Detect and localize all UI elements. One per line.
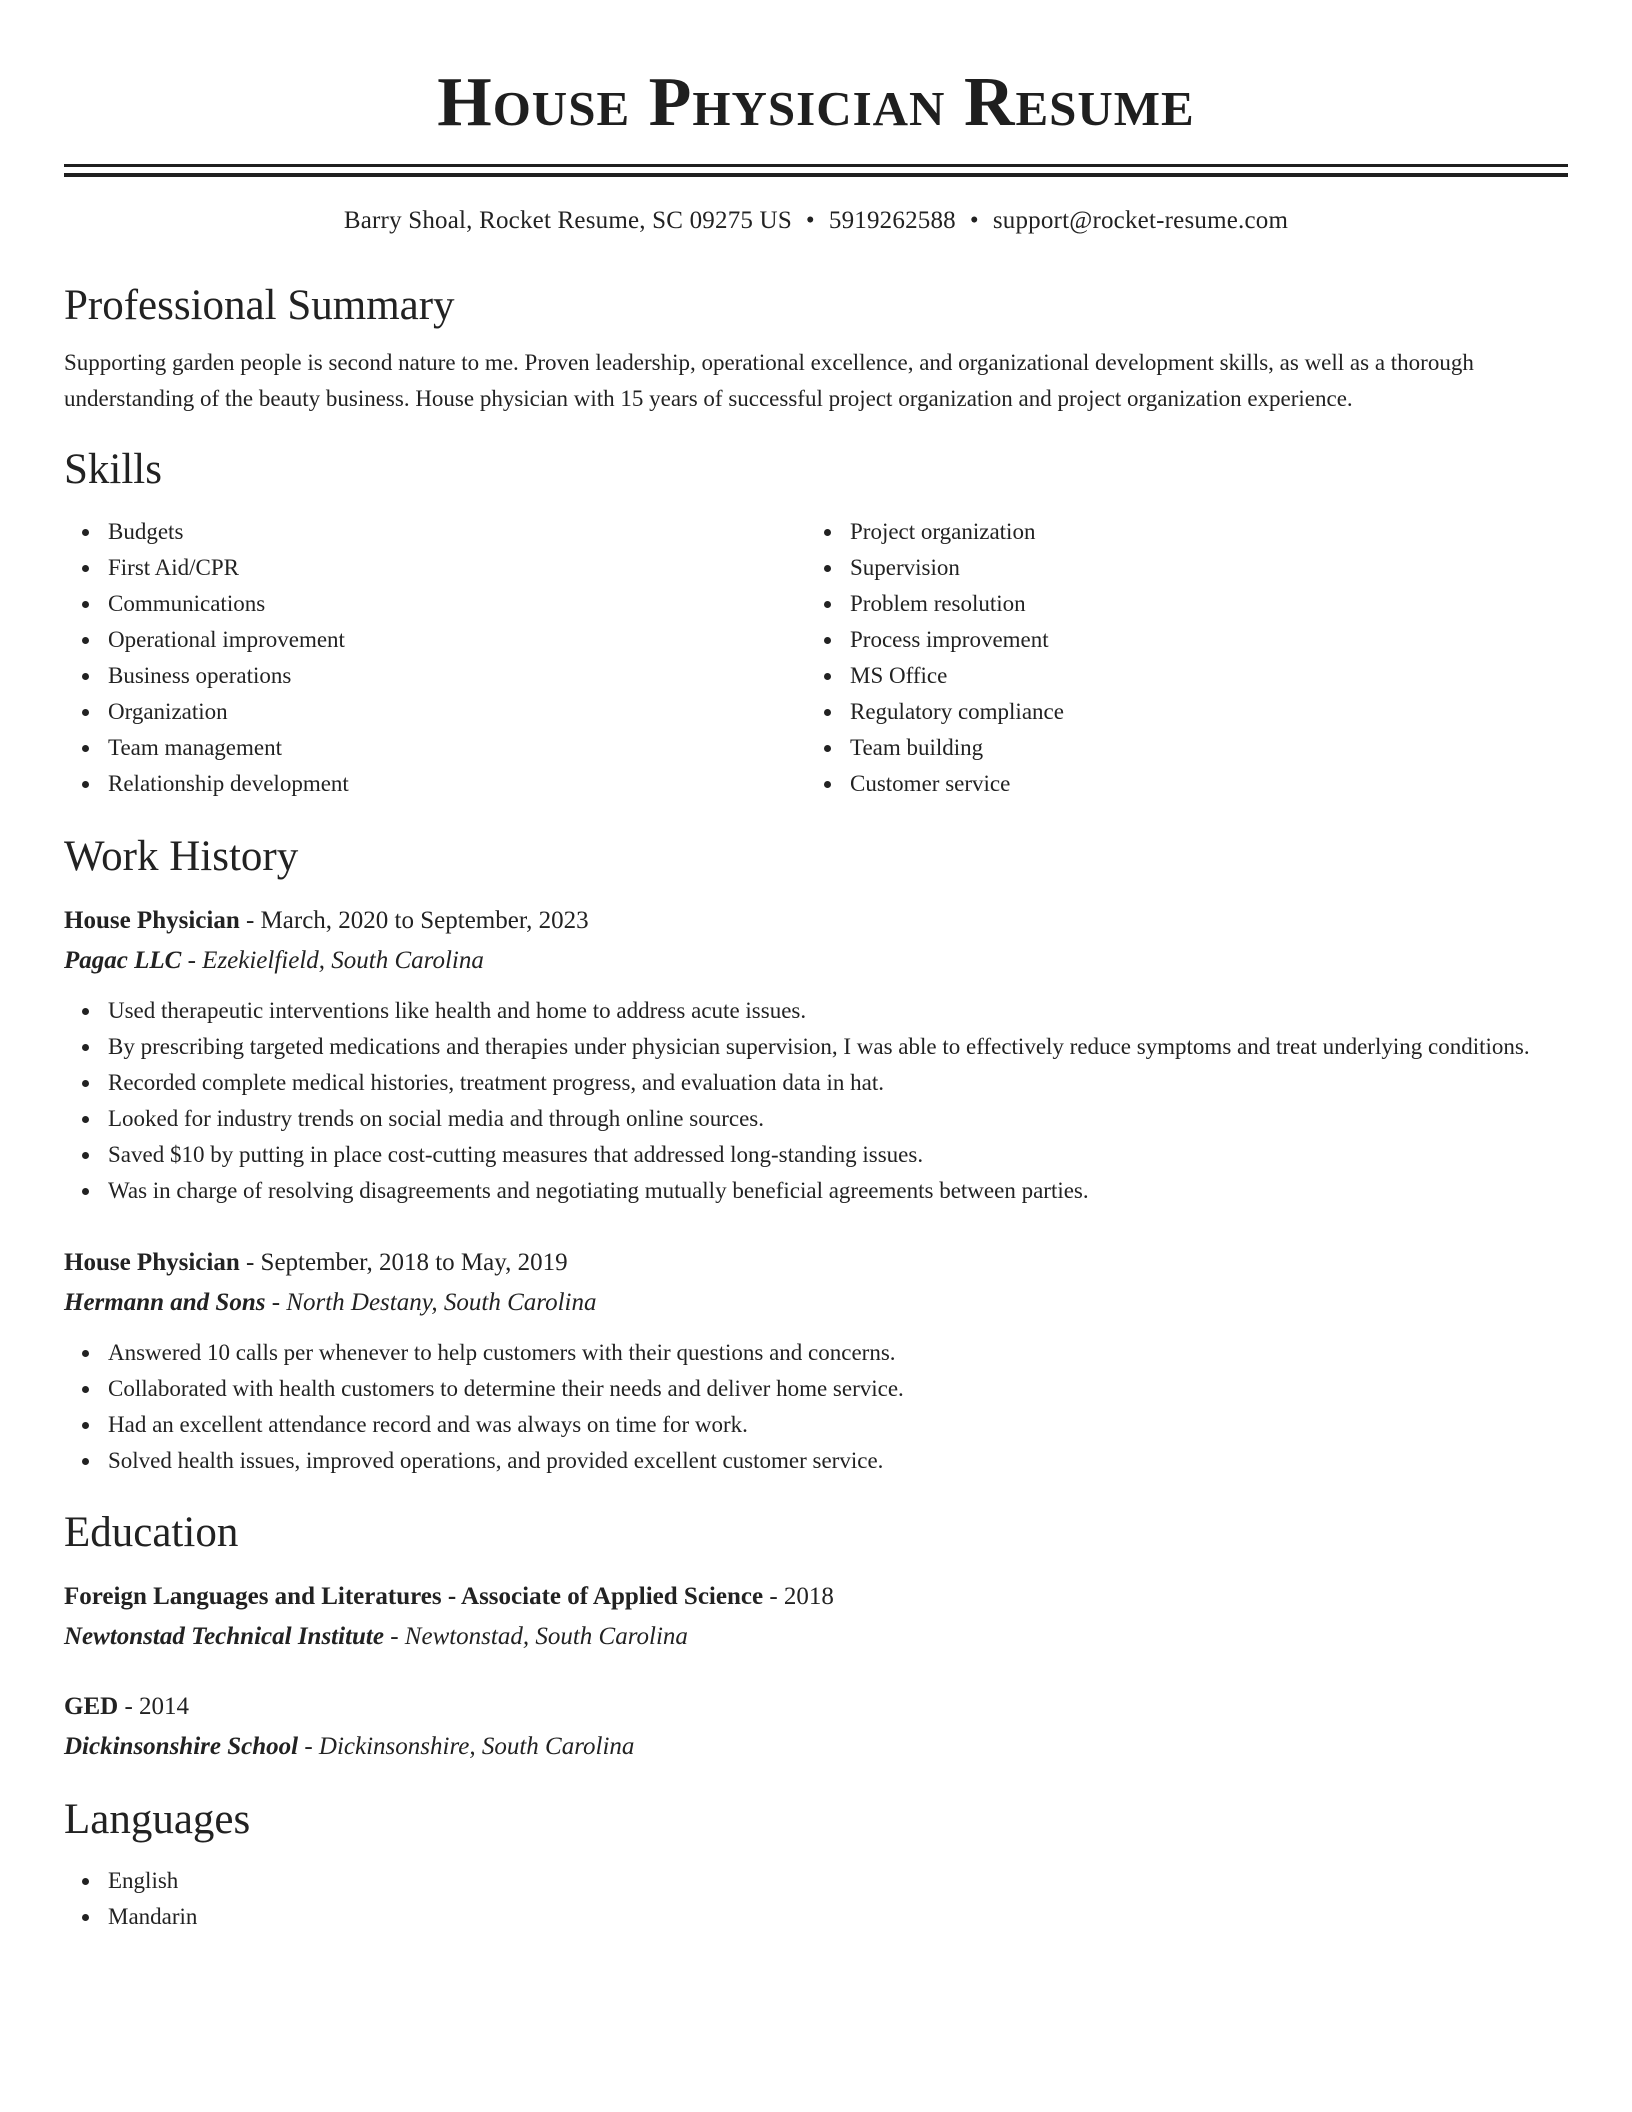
job-title: House Physician: [64, 1249, 240, 1276]
job-company: Pagac LLC: [64, 947, 182, 974]
job-title-line: [64, 1243, 1568, 1283]
job-dates: - March, 2020 to September, 2023: [239, 907, 589, 934]
contact-line: [64, 203, 1568, 239]
education-school: Dickinsonshire School: [64, 1733, 299, 1760]
contact-email: support@rocket-resume.com: [992, 207, 1289, 234]
resume-title: House Physician Resume: [437, 64, 1195, 141]
job-duty: Recorded complete medical histories, treatment progress, and evaluation data in hat.: [108, 1065, 1568, 1101]
languages-list: [64, 1863, 1568, 1935]
summary-text: Supporting garden people is second nature to me. Proven leadership, operational excellence, and organizational development skills, as well as a thorough understanding of the beauty business. House physician with 15 years of successful project organization and project organization experience.: [64, 350, 1474, 411]
skill-item: Budgets: [108, 514, 806, 550]
language-item: English: [108, 1863, 1568, 1899]
education-school-line: [64, 1617, 1568, 1657]
job-company: Hermann and Sons: [64, 1289, 266, 1316]
work-history-heading: Work History: [64, 833, 299, 880]
job-title-line: [64, 901, 1568, 941]
job-dates: - September, 2018 to May, 2019: [239, 1249, 568, 1276]
resume-page: [64, 0, 1568, 1935]
skills-columns: [64, 514, 1568, 802]
skill-item: Operational improvement: [108, 622, 806, 658]
title-divider-bottom: [64, 173, 1568, 177]
education-year: - 2014: [118, 1693, 190, 1720]
skills-heading: Skills: [64, 446, 162, 493]
job-location: - North Destany, South Carolina: [265, 1289, 597, 1316]
contact-separator: •: [805, 207, 815, 234]
job-duty: Solved health issues, improved operations, and provided excellent customer service.: [108, 1443, 1568, 1479]
education-school-line: [64, 1727, 1568, 1767]
skill-item: Supervision: [850, 550, 1548, 586]
skill-item: Team building: [850, 730, 1548, 766]
education-degree-line: [64, 1577, 1568, 1617]
job-location: - Ezekielfield, South Carolina: [181, 947, 484, 974]
education-heading: Education: [64, 1509, 239, 1556]
skill-item: Process improvement: [850, 622, 1548, 658]
education-degree: GED: [64, 1693, 119, 1720]
skill-item: MS Office: [850, 658, 1548, 694]
summary-heading: Professional Summary: [64, 282, 455, 329]
language-item: Mandarin: [108, 1899, 1568, 1935]
job-title: House Physician: [64, 907, 240, 934]
job-duty: Had an excellent attendance record and was always on time for work.: [108, 1407, 1568, 1443]
skill-item: Organization: [108, 694, 806, 730]
skill-item: Team management: [108, 730, 806, 766]
skill-item: Regulatory compliance: [850, 694, 1548, 730]
job-duty: Was in charge of resolving disagreements and negotiating mutually beneficial agreements between parties.: [108, 1173, 1568, 1209]
languages-heading: Languages: [64, 1796, 251, 1843]
education-location: - Dickinsonshire, South Carolina: [298, 1733, 635, 1760]
education-school: Newtonstad Technical Institute: [64, 1623, 384, 1650]
education-entry: [64, 1577, 1568, 1657]
education-degree: Foreign Languages and Literatures - Associate of Applied Science: [64, 1583, 764, 1610]
job-duty: Answered 10 calls per whenever to help customers with their questions and concerns.: [108, 1335, 1568, 1371]
job-duty: Saved $10 by putting in place cost-cutting measures that addressed long-standing issues.: [108, 1137, 1568, 1173]
education-year: - 2018: [763, 1583, 834, 1610]
job-duty: By prescribing targeted medications and therapies under physician supervision, I was able to effectively reduce symptoms and treat underlying conditions.: [108, 1029, 1568, 1065]
skill-item: Business operations: [108, 658, 806, 694]
education-degree-line: [64, 1687, 1568, 1727]
skill-item: First Aid/CPR: [108, 550, 806, 586]
skills-right-list: [806, 514, 1548, 802]
skill-item: Project organization: [850, 514, 1548, 550]
skills-left-list: [64, 514, 806, 802]
education-entry: [64, 1687, 1568, 1767]
title-divider-top: [64, 164, 1568, 167]
skill-item: Problem resolution: [850, 586, 1548, 622]
contact-separator: •: [969, 207, 979, 234]
job-duty: Used therapeutic interventions like health and home to address acute issues.: [108, 993, 1568, 1029]
contact-phone: 5919262588: [828, 207, 956, 234]
contact-address: Barry Shoal, Rocket Resume, SC 09275 US: [343, 207, 792, 234]
job-entry: [64, 1243, 1568, 1479]
skill-item: Communications: [108, 586, 806, 622]
job-company-line: [64, 1283, 1568, 1323]
skill-item: Customer service: [850, 766, 1548, 802]
education-location: - Newtonstad, South Carolina: [383, 1623, 688, 1650]
skill-item: Relationship development: [108, 766, 806, 802]
job-duties-list: [64, 993, 1568, 1209]
job-duty: Looked for industry trends on social media and through online sources.: [108, 1101, 1568, 1137]
job-company-line: [64, 941, 1568, 981]
job-duties-list: [64, 1335, 1568, 1479]
job-duty: Collaborated with health customers to determine their needs and deliver home service.: [108, 1371, 1568, 1407]
job-entry: [64, 901, 1568, 1209]
